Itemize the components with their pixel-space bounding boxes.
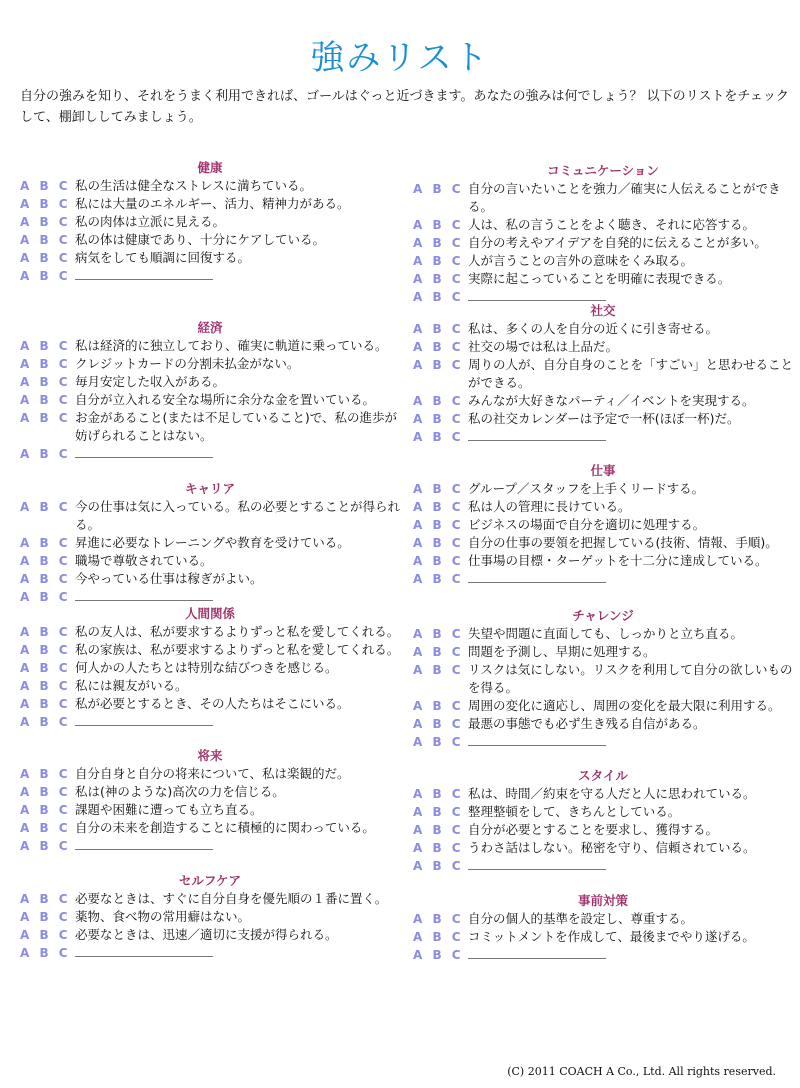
- rating-abc[interactable]: A B C: [413, 322, 464, 336]
- rating-abc[interactable]: A B C: [413, 717, 464, 731]
- list-item: [413, 715, 793, 733]
- item-text: グループ／スタッフを上手くリードする。: [468, 481, 705, 496]
- list-item: [413, 928, 793, 946]
- rating-abc[interactable]: A B C: [413, 394, 464, 408]
- rating-abc[interactable]: A B C: [20, 393, 71, 407]
- rating-abc[interactable]: A B C: [20, 215, 71, 229]
- list-item: [20, 677, 400, 695]
- list-item: [20, 231, 400, 249]
- item-text: リスクは気にしない。リスクを利用して自分の欲しいものを得る。: [468, 662, 793, 695]
- rating-abc[interactable]: A B C: [413, 663, 464, 677]
- rating-abc[interactable]: A B C: [413, 930, 464, 944]
- list-item: [413, 946, 793, 964]
- item-text: 失望や問題に直面しても、しっかりと立ち直る。: [468, 626, 744, 641]
- list-item: [20, 267, 400, 285]
- rating-abc[interactable]: A B C: [413, 182, 464, 196]
- section-right-1: [413, 302, 793, 446]
- section-left-4: [20, 747, 400, 855]
- rating-abc[interactable]: A B C: [20, 590, 71, 604]
- item-text: 私の肉体は立派に見える。: [75, 214, 226, 229]
- section-heading: コミュニケーション: [547, 163, 659, 178]
- item-text: 病気をしても順調に回復する。: [75, 250, 251, 265]
- section-heading: スタイル: [578, 768, 628, 783]
- list-item: [20, 944, 400, 962]
- list-item: [413, 821, 793, 839]
- list-item: [20, 641, 400, 659]
- item-text: 今の仕事は気に入っている。私の必要とすることが得られる。: [75, 499, 401, 532]
- list-item: [413, 643, 793, 661]
- blank-entry-line[interactable]: [75, 713, 400, 731]
- list-item: [20, 837, 400, 855]
- blank-entry-line[interactable]: [468, 428, 793, 446]
- item-text: 実際に起こっていることを明確に表現できる。: [468, 271, 731, 286]
- list-item: [20, 373, 400, 391]
- rating-abc[interactable]: A B C: [20, 572, 71, 586]
- list-item: [413, 910, 793, 928]
- item-text: 昇進に必要なトレーニングや教育を受けている。: [75, 535, 350, 550]
- item-text: 周囲の変化に適応し、周囲の変化を最大限に利用する。: [468, 698, 781, 713]
- item-text: 社交の場では私は上品だ。: [468, 339, 619, 354]
- section-left-1: [20, 319, 400, 463]
- list-item: [20, 391, 400, 409]
- rating-abc[interactable]: A B C: [413, 699, 464, 713]
- list-item: [413, 252, 793, 270]
- section-left-3: [20, 605, 400, 731]
- list-item: [413, 498, 793, 516]
- list-item: [20, 355, 400, 373]
- rating-abc[interactable]: A B C: [20, 697, 71, 711]
- list-item: [20, 570, 400, 588]
- blank-entry-line[interactable]: [75, 588, 400, 606]
- item-text: 周りの人が、自分自身のことを「すごい」と思わせることができる。: [468, 357, 794, 390]
- list-item: [20, 908, 400, 926]
- item-text: 最悪の事態でも必ず生き残る自信がある。: [468, 716, 706, 731]
- list-item: [20, 337, 400, 355]
- list-item: [413, 180, 793, 216]
- list-item: [413, 570, 793, 588]
- list-item: [413, 320, 793, 338]
- list-item: [413, 803, 793, 821]
- section-left-0: [20, 159, 400, 285]
- item-text: みんなが大好きなパーティ／イベントを実現する。: [468, 393, 755, 408]
- section-heading: 社交: [590, 303, 616, 318]
- rating-abc[interactable]: A B C: [20, 269, 71, 283]
- section-right-0: [413, 162, 793, 306]
- item-text: 毎月安定した収入がある。: [75, 374, 226, 389]
- rating-abc[interactable]: A B C: [413, 841, 464, 855]
- item-text: お金があること(または不足していること)で、私の進歩が妨げられることはない。: [75, 410, 398, 443]
- section-heading: 仕事: [590, 463, 616, 478]
- item-text: 職場で尊敬されている。: [75, 553, 213, 568]
- rating-abc[interactable]: A B C: [20, 715, 71, 729]
- item-text: 自分の未来を創造することに積極的に関わっている。: [75, 820, 375, 835]
- list-item: [20, 445, 400, 463]
- rating-abc[interactable]: A B C: [20, 411, 71, 425]
- list-item: [413, 534, 793, 552]
- list-item: [413, 839, 793, 857]
- item-text: 私の友人は、私が要求するよりずっと私を愛してくれる。: [75, 624, 400, 639]
- item-text: 必要なときは、迅速／適切に支援が得られる。: [75, 927, 338, 942]
- list-item: [20, 177, 400, 195]
- list-item: [413, 392, 793, 410]
- rating-abc[interactable]: A B C: [413, 912, 464, 926]
- section-heading: 将来: [197, 748, 223, 763]
- section-heading: チャレンジ: [572, 608, 634, 623]
- section-right-4: [413, 767, 793, 875]
- rating-abc[interactable]: A B C: [20, 928, 71, 942]
- list-item: [413, 356, 793, 392]
- list-item: [20, 213, 400, 231]
- rating-abc[interactable]: A B C: [20, 661, 71, 675]
- rating-abc[interactable]: A B C: [413, 859, 464, 873]
- item-text: 自分の仕事の要領を把握している(技術、情報、手順)。: [468, 535, 778, 550]
- blank-entry-line[interactable]: [75, 837, 400, 855]
- rating-abc[interactable]: A B C: [413, 358, 464, 372]
- item-text: 仕事場の目標・ターゲットを十二分に達成している。: [468, 553, 768, 568]
- rating-abc[interactable]: A B C: [20, 839, 71, 853]
- rating-abc[interactable]: A B C: [20, 803, 71, 817]
- list-item: [20, 695, 400, 713]
- rating-abc[interactable]: A B C: [20, 767, 71, 781]
- section-right-5: [413, 892, 793, 964]
- rating-abc[interactable]: A B C: [413, 572, 464, 586]
- section-heading: 経済: [197, 320, 223, 335]
- list-item: [20, 713, 400, 731]
- item-text: 自分が必要とすることを要求し、獲得する。: [468, 822, 719, 837]
- rating-abc[interactable]: A B C: [413, 340, 464, 354]
- rating-abc[interactable]: A B C: [20, 946, 71, 960]
- item-text: 私は、時間／約束を守る人だと人に思われている。: [468, 786, 756, 801]
- rating-abc[interactable]: A B C: [20, 233, 71, 247]
- item-text: 私は(神のような)高次の力を信じる。: [75, 784, 285, 799]
- section-heading: セルフケア: [178, 873, 242, 888]
- rating-abc[interactable]: A B C: [413, 536, 464, 550]
- section-right-3: [413, 607, 793, 751]
- rating-abc[interactable]: A B C: [413, 500, 464, 514]
- list-item: [20, 783, 400, 801]
- item-text: 私は人の管理に長けている。: [468, 499, 631, 514]
- item-text: 私の生活は健全なストレスに満ちている。: [75, 178, 313, 193]
- rating-abc[interactable]: A B C: [20, 679, 71, 693]
- rating-abc[interactable]: A B C: [20, 375, 71, 389]
- item-text: 整理整頓をして、きちんとしている。: [468, 804, 681, 819]
- section-right-2: [413, 462, 793, 588]
- section-left-5: [20, 872, 400, 962]
- list-item: [413, 270, 793, 288]
- item-text: 問題を予測し、早期に処理する。: [468, 644, 656, 659]
- rating-abc[interactable]: A B C: [413, 254, 464, 268]
- list-item: [20, 588, 400, 606]
- rating-abc[interactable]: A B C: [20, 447, 71, 461]
- item-text: ビジネスの場面で自分を適切に処理する。: [468, 517, 706, 532]
- list-item: [20, 195, 400, 213]
- rating-abc[interactable]: A B C: [20, 197, 71, 211]
- list-item: [20, 534, 400, 552]
- copyright: (C) 2011 COACH A Co., Ltd. All rights reserved.: [507, 1065, 776, 1078]
- item-text: 私の社交カレンダーは予定で一杯(ほぼ一杯)だ。: [468, 411, 740, 426]
- section-left-2: [20, 480, 400, 606]
- list-item: [413, 410, 793, 428]
- rating-abc[interactable]: A B C: [413, 627, 464, 641]
- list-item: [20, 552, 400, 570]
- list-item: [413, 516, 793, 534]
- item-text: 私の体は健康であり、十分にケアしている。: [75, 232, 326, 247]
- blank-entry-line[interactable]: [75, 445, 400, 463]
- item-text: コミットメントを作成して、最後までやり遂げる。: [468, 929, 755, 944]
- rating-abc[interactable]: A B C: [413, 554, 464, 568]
- item-text: 自分の言いたいことを強力／確実に人伝えることができる。: [468, 181, 781, 214]
- list-item: [413, 625, 793, 643]
- item-text: 私には大量のエネルギー、活力、精神力がある。: [75, 196, 350, 211]
- blank-entry-line[interactable]: [75, 267, 400, 285]
- item-text: 今やっている仕事は稼ぎがよい。: [75, 571, 263, 586]
- item-text: 自分の個人的基準を設定し、尊重する。: [468, 911, 694, 926]
- item-text: クレジットカードの分割未払金がない。: [75, 356, 300, 371]
- rating-abc[interactable]: A B C: [413, 735, 464, 749]
- item-text: 私が必要とするとき、その人たちはそこにいる。: [75, 696, 350, 711]
- list-item: [20, 409, 400, 445]
- list-item: [20, 498, 400, 534]
- section-heading: 事前対策: [577, 893, 628, 908]
- item-text: 課題や困難に遭っても立ち直る。: [75, 802, 263, 817]
- list-item: [413, 428, 793, 446]
- blank-entry-line[interactable]: [468, 733, 793, 751]
- rating-abc[interactable]: A B C: [20, 339, 71, 353]
- item-text: 必要なときは、すぐに自分自身を優先順の１番に置く。: [75, 891, 388, 906]
- rating-abc[interactable]: A B C: [20, 179, 71, 193]
- list-item: [413, 480, 793, 498]
- rating-abc[interactable]: A B C: [20, 625, 71, 639]
- list-item: [413, 338, 793, 356]
- section-heading: 健康: [197, 160, 223, 175]
- intro-text: 自分の強みを知り、それをうまく利用できれば、ゴールはぐっと近づきます。あなたの強みは何でしょう？ 以下のリストをチェックして、棚卸ししてみましょう。: [20, 89, 789, 125]
- item-text: 自分自身と自分の将来について、私は楽観的だ。: [75, 766, 350, 781]
- rating-abc[interactable]: A B C: [413, 236, 464, 250]
- list-item: [20, 623, 400, 641]
- rating-abc[interactable]: A B C: [20, 357, 71, 371]
- blank-entry-line[interactable]: [468, 570, 793, 588]
- rating-abc[interactable]: A B C: [413, 948, 464, 962]
- list-item: [413, 785, 793, 803]
- rating-abc[interactable]: A B C: [413, 482, 464, 496]
- item-text: 私には親友がいる。: [75, 678, 188, 693]
- list-item: [20, 659, 400, 677]
- rating-abc[interactable]: A B C: [20, 785, 71, 799]
- item-text: 何人かの人たちとは特別な結びつきを感じる。: [75, 660, 338, 675]
- rating-abc[interactable]: A B C: [20, 554, 71, 568]
- list-item: [20, 765, 400, 783]
- list-item: [20, 249, 400, 267]
- rating-abc[interactable]: A B C: [20, 500, 71, 514]
- rating-abc[interactable]: A B C: [413, 645, 464, 659]
- item-text: 人が言うことの言外の意味をくみ取る。: [468, 253, 694, 268]
- list-item: [413, 552, 793, 570]
- rating-abc[interactable]: A B C: [413, 412, 464, 426]
- list-item: [20, 819, 400, 837]
- rating-abc[interactable]: A B C: [413, 272, 464, 286]
- list-item: [413, 661, 793, 697]
- rating-abc[interactable]: A B C: [20, 910, 71, 924]
- list-item: [20, 801, 400, 819]
- list-item: [413, 216, 793, 234]
- rating-abc[interactable]: A B C: [20, 643, 71, 657]
- rating-abc[interactable]: A B C: [20, 821, 71, 835]
- rating-abc[interactable]: A B C: [413, 430, 464, 444]
- section-heading: キャリア: [184, 481, 235, 496]
- blank-entry-line[interactable]: [468, 946, 793, 964]
- section-heading: 人間関係: [184, 606, 235, 621]
- item-text: 私は、多くの人を自分の近くに引き寄せる。: [468, 321, 719, 336]
- rating-abc[interactable]: A B C: [413, 218, 464, 232]
- list-item: [20, 926, 400, 944]
- list-item: [413, 234, 793, 252]
- item-text: 薬物、食べ物の常用癖はない。: [75, 909, 251, 924]
- rating-abc[interactable]: A B C: [20, 892, 71, 906]
- rating-abc[interactable]: A B C: [20, 251, 71, 265]
- blank-entry-line[interactable]: [468, 857, 793, 875]
- page-title: 強みリスト: [310, 38, 490, 78]
- rating-abc[interactable]: A B C: [413, 787, 464, 801]
- item-text: 人は、私の言うことをよく聴き、それに応答する。: [468, 217, 756, 232]
- rating-abc[interactable]: A B C: [20, 536, 71, 550]
- list-item: [413, 733, 793, 751]
- blank-entry-line[interactable]: [75, 944, 400, 962]
- rating-abc[interactable]: A B C: [413, 290, 464, 304]
- rating-abc[interactable]: A B C: [413, 518, 464, 532]
- list-item: [20, 890, 400, 908]
- item-text: 私は経済的に独立しており、確実に軌道に乗っている。: [75, 338, 388, 353]
- rating-abc[interactable]: A B C: [413, 823, 464, 837]
- list-item: [413, 857, 793, 875]
- item-text: うわさ話はしない。秘密を守り、信頼されている。: [468, 840, 756, 855]
- item-text: 私の家族は、私が要求するよりずっと私を愛してくれる。: [75, 642, 400, 657]
- item-text: 自分が立入れる安全な場所に余分な金を置いている。: [75, 392, 376, 407]
- rating-abc[interactable]: A B C: [413, 805, 464, 819]
- item-text: 自分の考えやアイデアを自発的に伝えることが多い。: [468, 235, 767, 250]
- list-item: [413, 697, 793, 715]
